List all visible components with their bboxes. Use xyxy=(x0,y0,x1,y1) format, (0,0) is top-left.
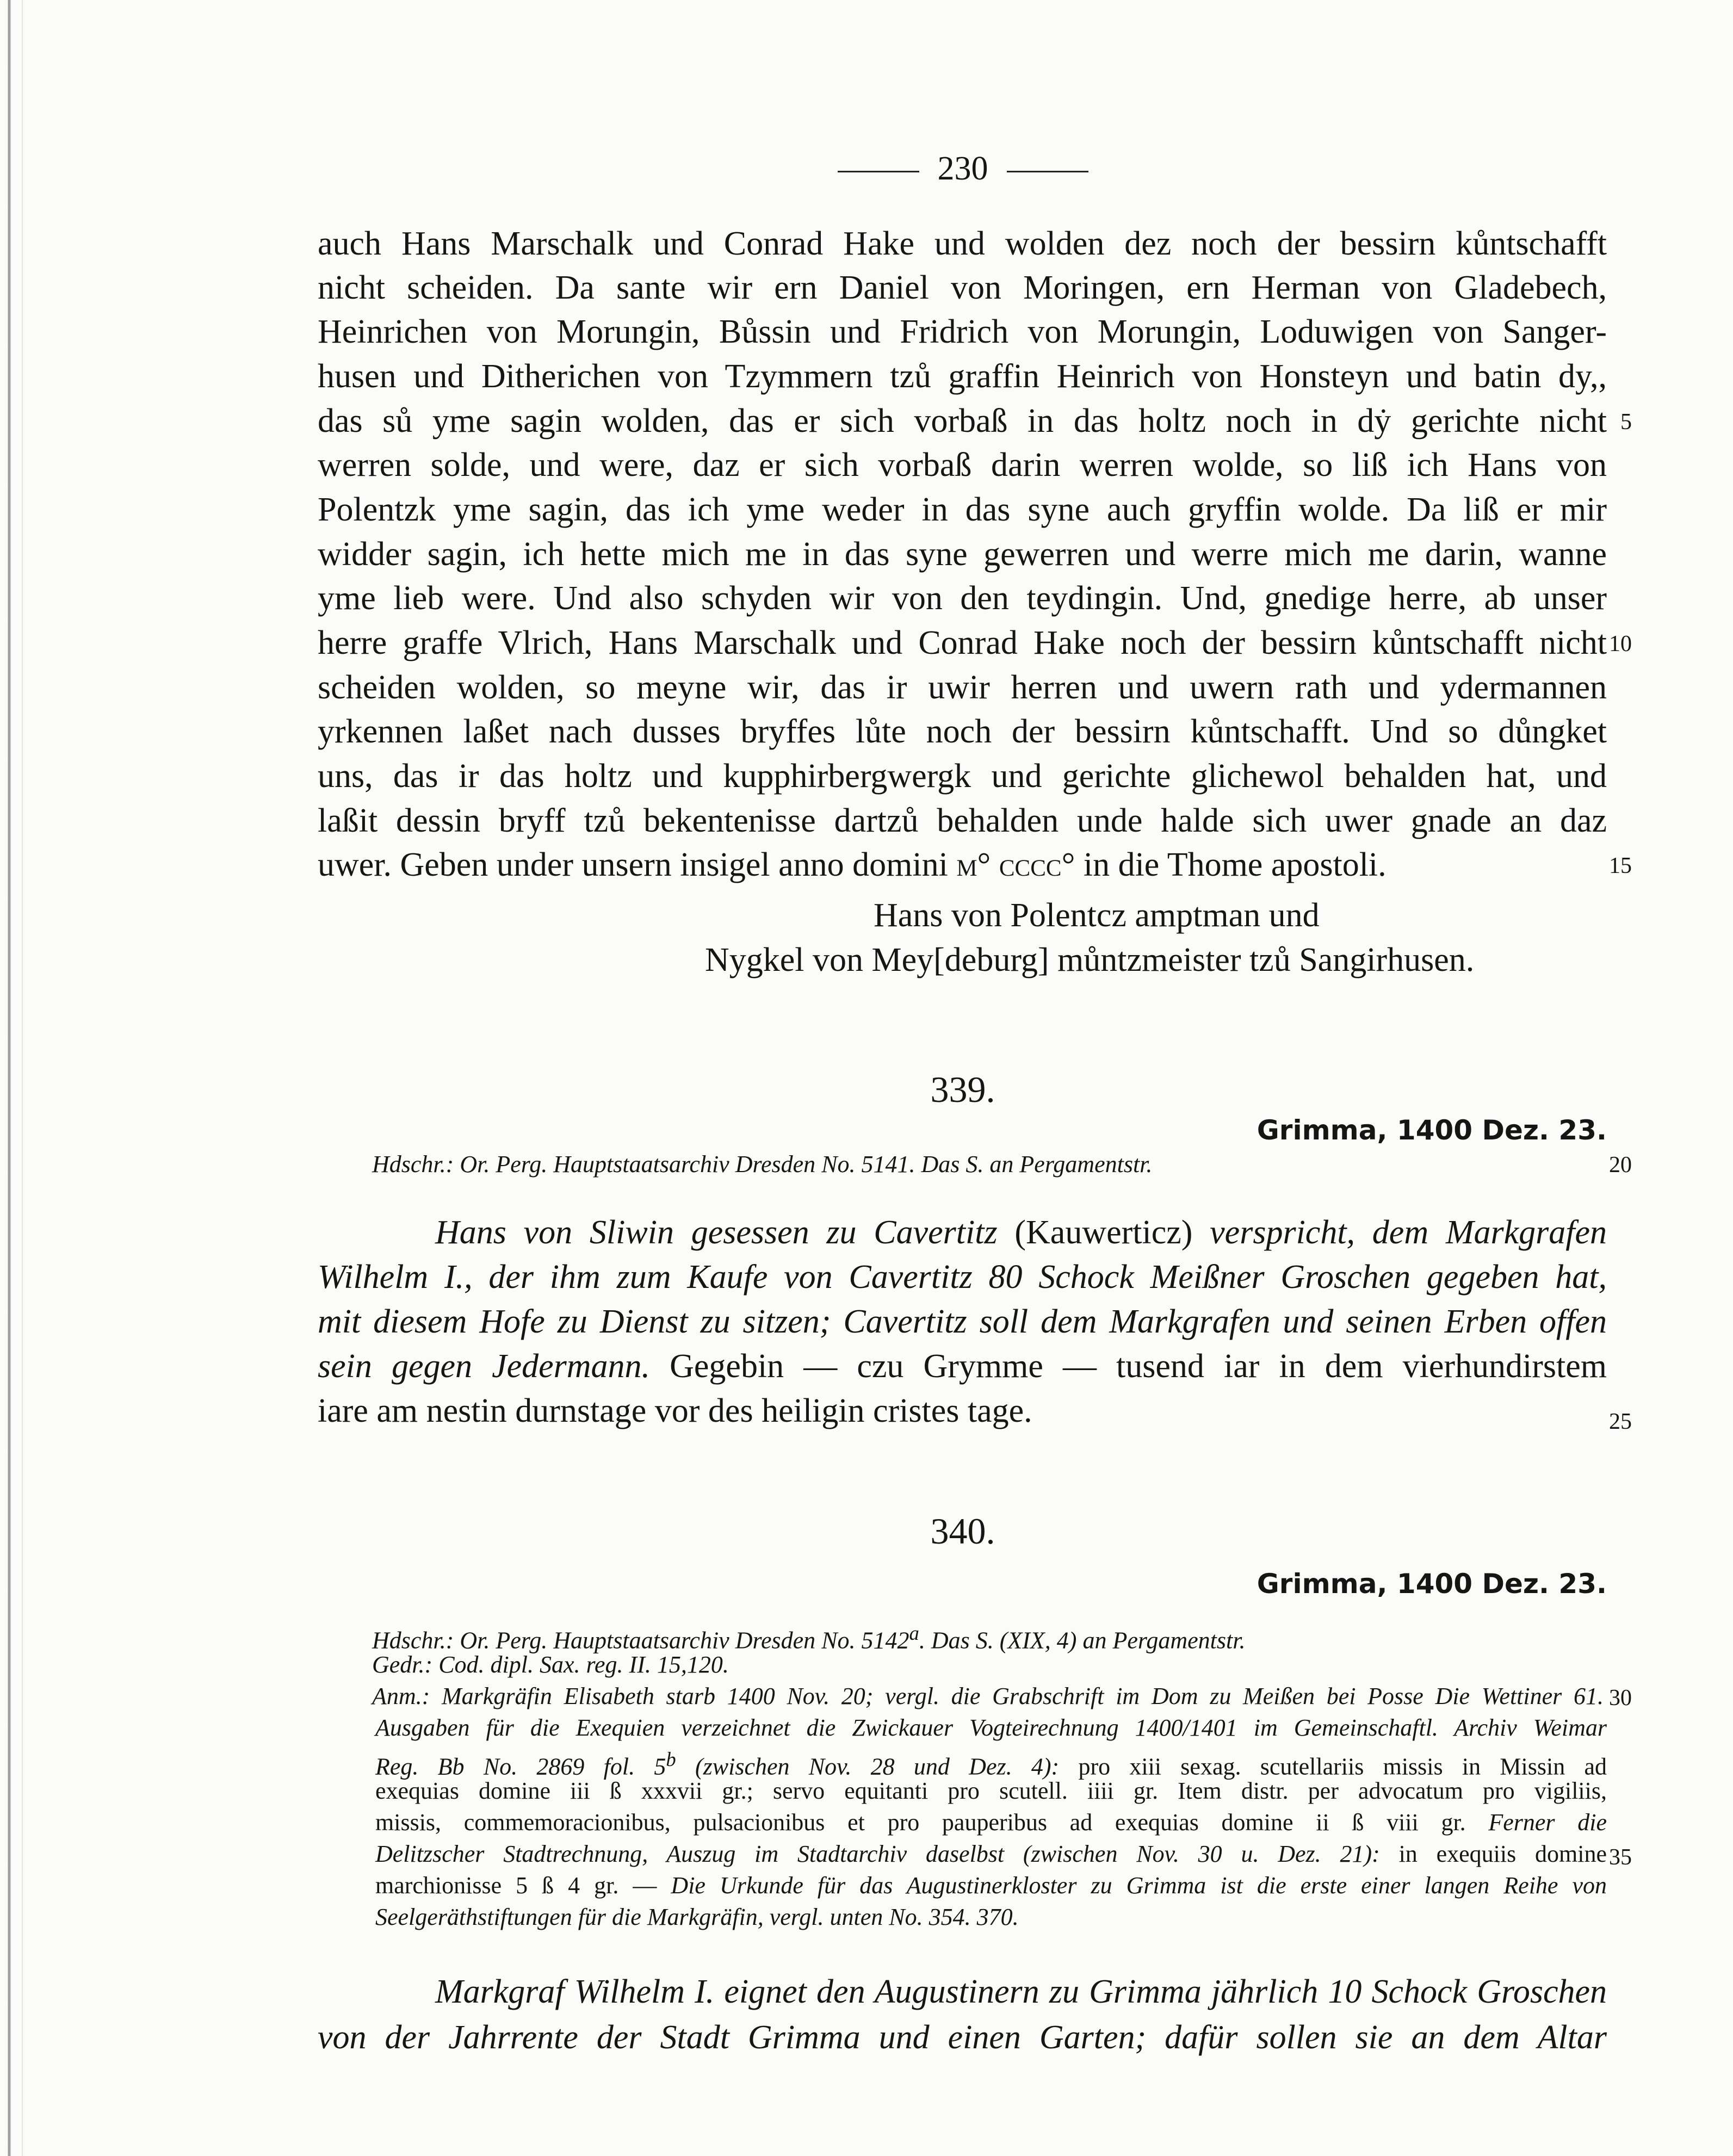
text-line: husen und Ditherichen von Tzymmern tzů graffin Heinrich von Honsteyn und batin dy,, xyxy=(318,358,1607,395)
text-line: herre graffe Vlrich, Hans Marschalk und Conrad Hake noch der bessirn kůntschafft nicht xyxy=(318,624,1607,661)
line-number: 35 xyxy=(1609,1845,1632,1870)
annotation-line: Ausgaben für die Exequien verzeichnet die Zwickauer Vogteirechnung 1400/1401 im Gemeinschaftl. Archiv Weimar xyxy=(375,1714,1607,1741)
text-line: scheiden wolden, so meyne wir, das ir uwir herren und uwern rath und ydermannen xyxy=(318,669,1607,706)
date-lead: uwer. Geben under unsern insigel anno domini xyxy=(318,846,948,883)
regest-text: sein gegen Jedermann. xyxy=(318,1348,651,1385)
regest-text: Hans von Sliwin gesessen zu Cavertitz xyxy=(435,1214,998,1251)
note-sup: a xyxy=(909,1622,919,1644)
annotation-line xyxy=(375,1744,1607,1780)
line-number: 5 xyxy=(1620,410,1632,435)
line-number: 25 xyxy=(1609,1409,1632,1434)
annotation-line: Anm.: Markgräfin Elisabeth starb 1400 Nov. 20; vergl. die Grabschrift im Dom zu Meißen bei Posse Die Wettiner 61. xyxy=(372,1683,1604,1709)
note-quote: pro xiii sexag. scutellariis missis in Missin ad xyxy=(1078,1753,1607,1780)
place-date: Grimma, 1400 Dez. 23. xyxy=(1257,1568,1607,1600)
source-note xyxy=(372,1618,1604,1654)
binding-shadow xyxy=(22,0,23,2156)
note-text: Hdschr.: Or. Perg. Hauptstaatsarchiv Dresden No. 5142 xyxy=(372,1627,909,1654)
annotation-line xyxy=(375,1838,1607,1870)
entry-number: 339. xyxy=(930,1069,995,1110)
line-number: 10 xyxy=(1609,631,1632,656)
annotation-line xyxy=(375,1807,1607,1838)
page-number xyxy=(816,147,1110,190)
binding-edge xyxy=(8,0,11,2156)
line-number: 15 xyxy=(1609,853,1632,878)
regest-variant: (Kauwerticz) xyxy=(1014,1214,1193,1251)
text-line: auch Hans Marschalk und Conrad Hake und wolden dez noch der bessirn kůntschafft xyxy=(318,225,1607,262)
text-line: Polentzk yme sagin, das ich yme weder in das syne auch gryffin wolde. Da liß er mir xyxy=(318,491,1607,528)
page-number-rule-left xyxy=(838,171,919,172)
page-number-text: 230 xyxy=(937,150,988,187)
regest-line: mit diesem Hofe zu Dienst zu sitzen; Cavertitz soll dem Markgrafen und seinen Erben offen xyxy=(318,1303,1607,1340)
note-text: Reg. Bb No. 2869 fol. 5 xyxy=(375,1753,666,1780)
text-line: Heinrichen von Morungin, Bůssin und Fridrich von Morungin, Loduwigen von Sanger- xyxy=(318,313,1607,350)
text-line: das sů yme sagin wolden, das er sich vorbaß in das holtz noch in dẏ gerichte nicht xyxy=(318,402,1607,439)
annotation-line xyxy=(375,1870,1607,1901)
text-line: yme lieb were. Und also schyden wir von den teydingin. Und, gnedige herre, ab unser xyxy=(318,580,1607,617)
note-text: Die Urkunde für das Augustinerkloster zu Grimma ist die erste einer langen Reihe von xyxy=(671,1872,1607,1899)
regest-line xyxy=(435,1211,1607,1255)
text-line-dated xyxy=(318,843,1607,887)
text-line: laßit dessin bryff tzů bekentenisse dartzů behalden unde halde sich uwer gnade an daz xyxy=(318,802,1607,839)
quote-text: Gegebin — czu Grymme — tusend iar in dem vierhundirstem xyxy=(670,1348,1607,1385)
note-text: Delitzscher Stadtrechnung, Auszug im Stadtarchiv daselbst (zwischen Nov. 30 u. Dez. 21): xyxy=(375,1841,1380,1867)
note-quote: in exequiis domine xyxy=(1398,1841,1607,1867)
regest-text: verspricht, dem Markgrafen xyxy=(1210,1214,1607,1251)
regest-line xyxy=(318,1345,1607,1389)
print-note: Gedr.: Cod. dipl. Sax. reg. II. 15,120. xyxy=(372,1651,729,1678)
note-text: . Das S. (XIX, 4) an Pergamentstr. xyxy=(919,1627,1246,1654)
note-quote: missis, commemoracionibus, pulsacionibus et pro pauperibus ad exequias domine ii ß viii gr. xyxy=(375,1809,1466,1836)
date-tail: in die Thome apostoli. xyxy=(1083,846,1387,883)
regest-line: Wilhelm I., der ihm zum Kaufe von Cavertitz 80 Schock Meißner Groschen gegeben hat, xyxy=(318,1259,1607,1296)
date-numeral: m° cccc° xyxy=(956,846,1075,883)
note-quote: marchionisse 5 ß 4 gr. — xyxy=(375,1872,657,1899)
text-line: uns, das ir das holtz und kupphirbergwergk und gerichte glichewol behalden hat, und xyxy=(318,758,1607,795)
text-line: yrkennen laßet nach dusses bryffes lůte noch der bessirn kůntschafft. Und so důngket xyxy=(318,713,1607,750)
note-sup: b xyxy=(666,1748,676,1770)
signature-line-2: Nygkel von Mey[deburg] můntzmeister tzů Sangirhusen. xyxy=(705,941,1475,978)
annotation-line: exequias domine iii ß xxxvii gr.; servo equitanti pro scutell. iiii gr. Item distr. per advocatum pro vigiliis, xyxy=(375,1777,1607,1804)
page-number-rule-right xyxy=(1007,171,1088,172)
text-line: nicht scheiden. Da sante wir ern Daniel von Moringen, ern Herman von Gladebech, xyxy=(318,269,1607,306)
source-note: Hdschr.: Or. Perg. Hauptstaatsarchiv Dresden No. 5141. Das S. an Pergamentstr. xyxy=(372,1151,1153,1178)
regest-line: von der Jahrrente der Stadt Grimma und einen Garten; dafür sollen sie an dem Altar xyxy=(318,2019,1607,2056)
signature-line-1: Hans von Polentcz amptman und xyxy=(874,897,1320,934)
entry-number: 340. xyxy=(930,1510,995,1552)
annotation-line: Seelgeräthstiftungen für die Markgräfin, vergl. unten No. 354. 370. xyxy=(375,1904,1019,1930)
text-line: widder sagin, ich hette mich me in das syne gewerren und werre mich me darin, wanne xyxy=(318,536,1607,573)
place-date: Grimma, 1400 Dez. 23. xyxy=(1257,1114,1607,1146)
regest-line: Markgraf Wilhelm I. eignet den Augustinern zu Grimma jährlich 10 Schock Groschen xyxy=(435,1973,1607,2010)
quote-line: iare am nestin durnstage vor des heiligin cristes tage. xyxy=(318,1392,1032,1429)
line-number: 20 xyxy=(1609,1153,1632,1178)
text-line: werren solde, und were, daz er sich vorbaß darin werren wolde, so liß ich Hans von xyxy=(318,447,1607,484)
note-text: Ferner die xyxy=(1488,1809,1607,1836)
note-text: (zwischen Nov. 28 und Dez. 4): xyxy=(676,1753,1060,1780)
line-number: 30 xyxy=(1609,1686,1632,1711)
